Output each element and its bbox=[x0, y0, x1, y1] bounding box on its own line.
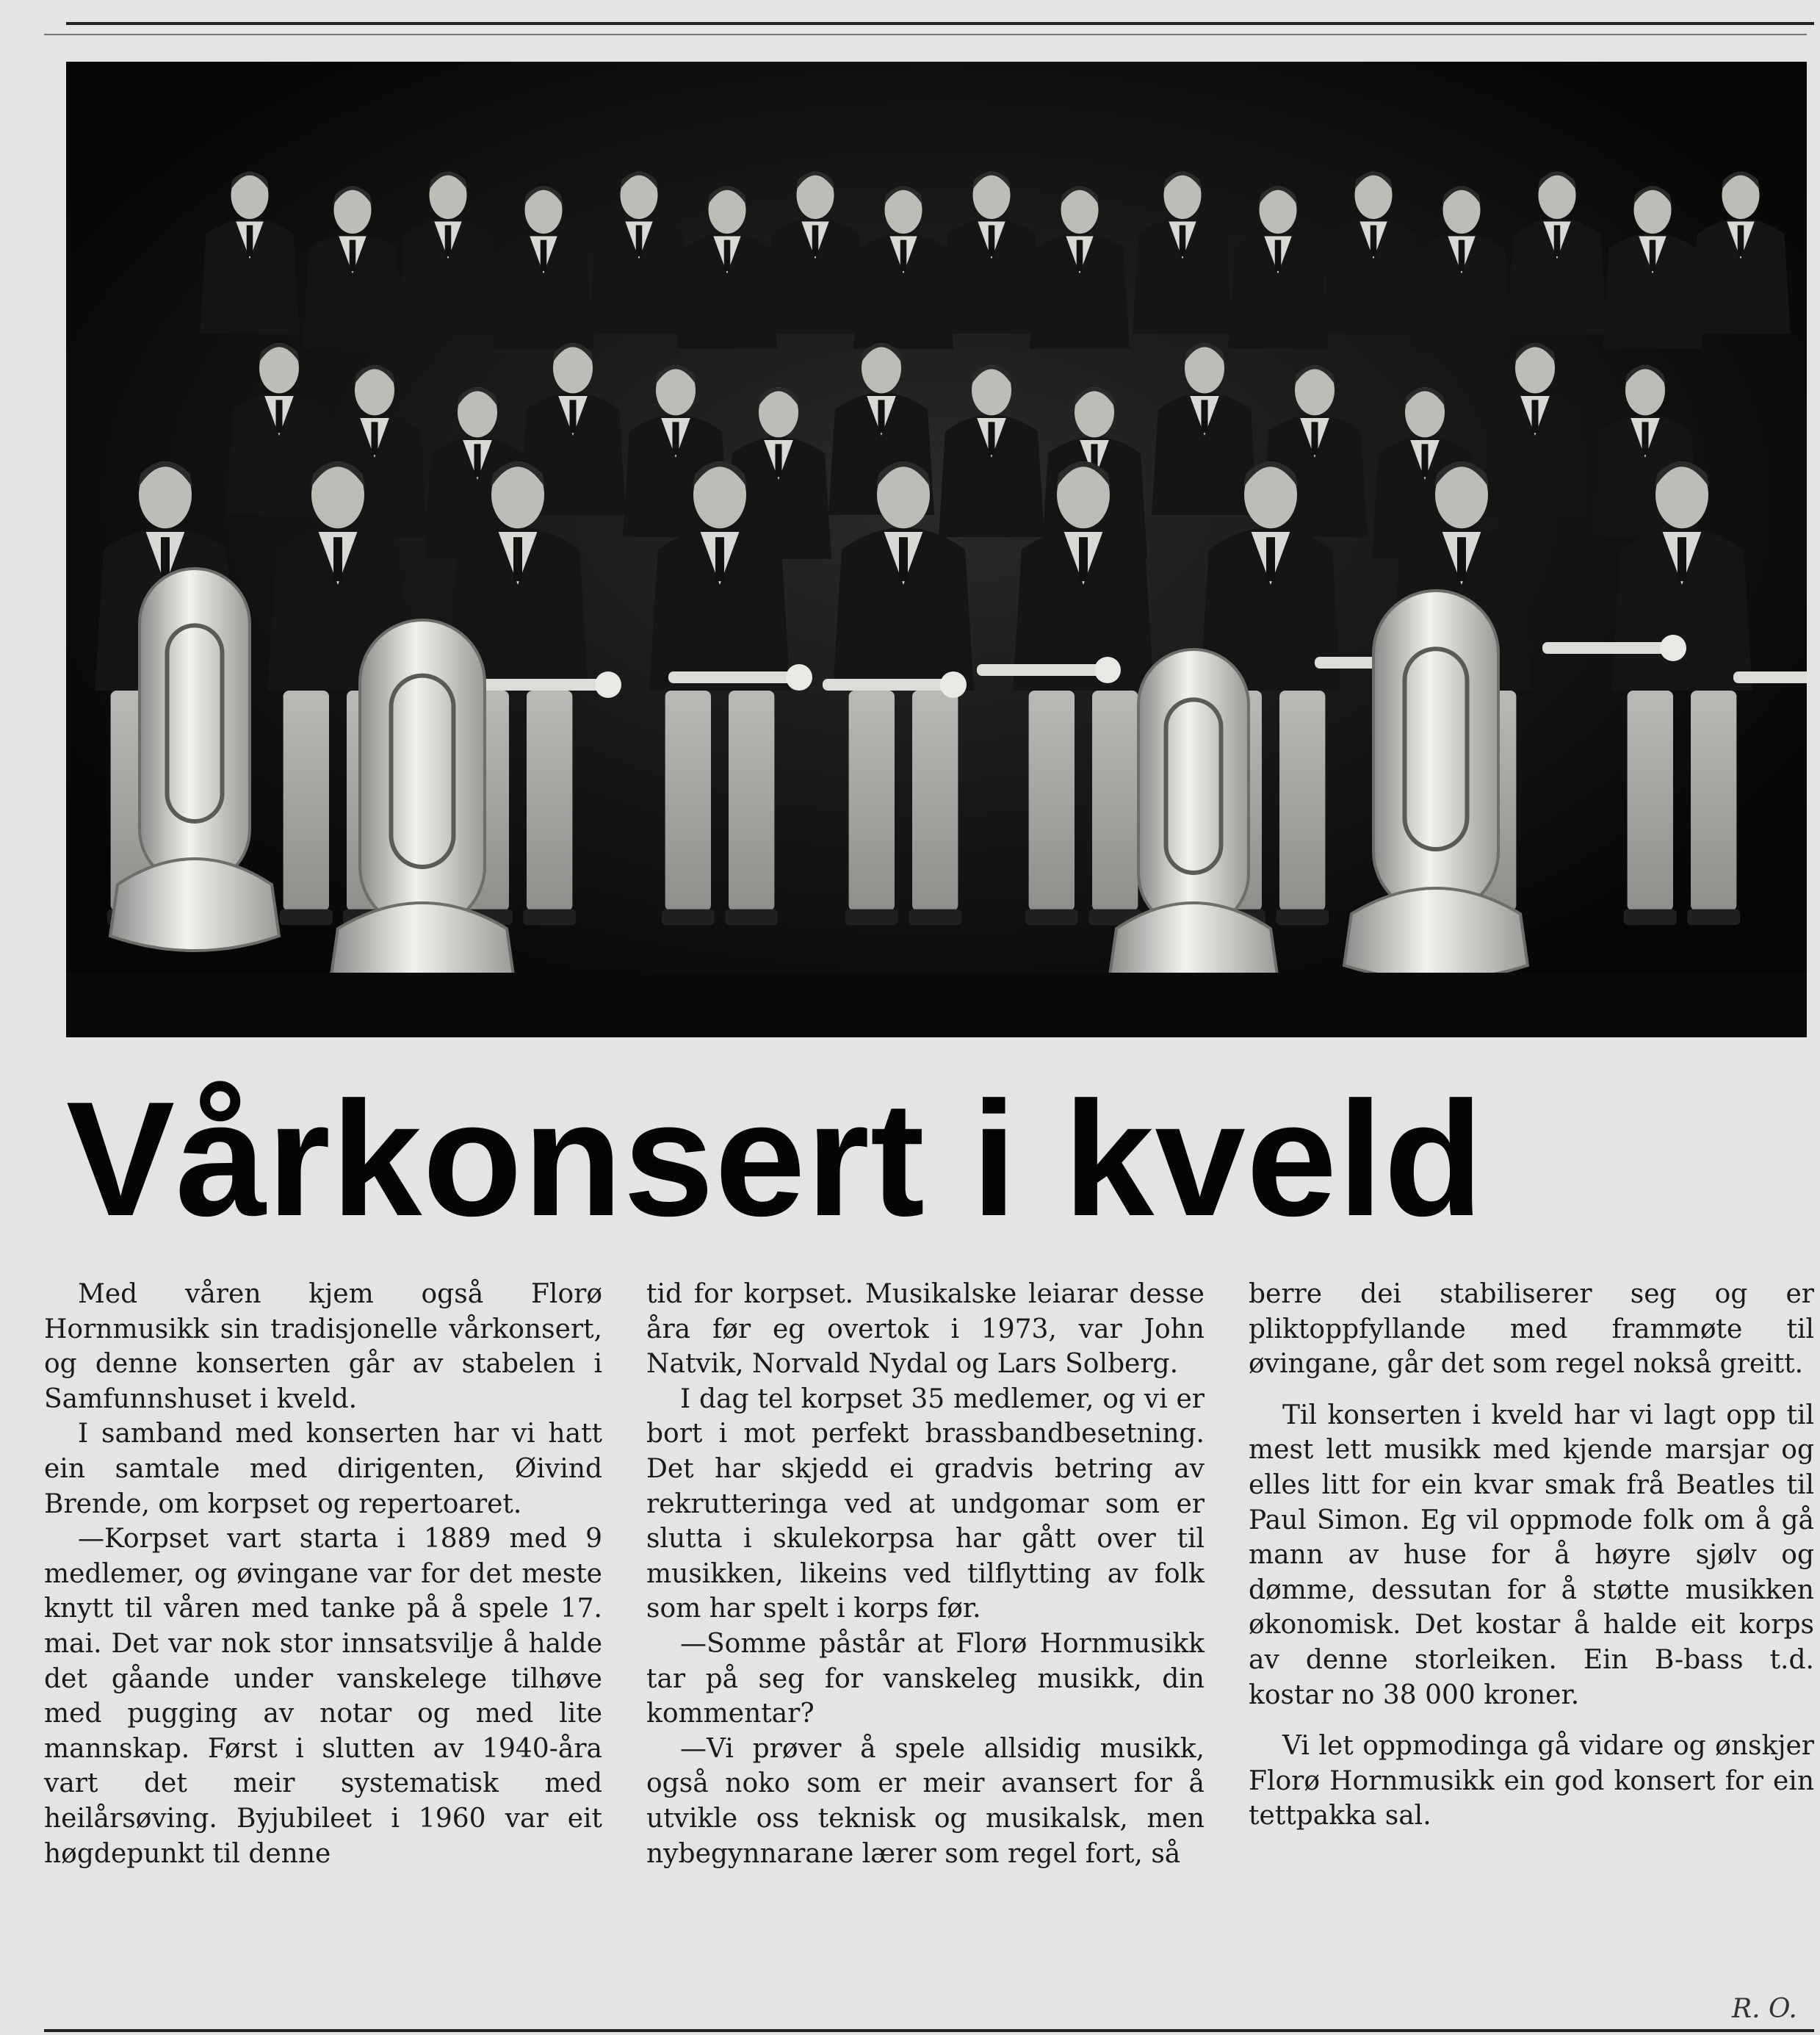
band-photo-illustration bbox=[66, 62, 1807, 1037]
top-rule bbox=[66, 22, 1814, 25]
paragraph: tid for korpset. Musikalske leiarar desse åra før eg overtok i 1973, var John Natvik, Norvald Nydal og Lars Solberg. bbox=[646, 1279, 1205, 1380]
paragraph: berre dei stabiliserer seg og er pliktoppfyllande med frammøte til øvingane, går det som regel nokså greitt. bbox=[1249, 1279, 1814, 1380]
stage-floor bbox=[66, 973, 1807, 1037]
paragraph: —Somme påstår at Florø Hornmusikk tar på seg for vanskeleg musikk, din kommentar? bbox=[646, 1628, 1205, 1729]
cornet bbox=[977, 664, 1102, 676]
paragraph: I samband med konserten har vi hatt ein samtale med dirigenten, Øivind Brende, om korpset og repertoaret. bbox=[44, 1419, 602, 1519]
cornet bbox=[1542, 642, 1667, 654]
cornet bbox=[1733, 671, 1807, 683]
cornet bbox=[668, 671, 793, 683]
paragraph: Vi let oppmodinga gå vidare og ønskjer Florø Hornmusikk ein god konsert for ein tettpakka sal. bbox=[1249, 1731, 1814, 1832]
cornet bbox=[477, 679, 602, 691]
author-signature: R. O. bbox=[1732, 1994, 1797, 2024]
headline: Vårkonsert i kveld bbox=[66, 1068, 1484, 1250]
band-photo bbox=[66, 62, 1807, 1037]
paragraph: —Korpset vart starta i 1889 med 9 medlemer, og øvingane var for det meste knytt til våren med tanke på å spele 17. mai. Det var nok stor innsatsvilje å halde det gåande under vanskelege tilhøve med pugging av notar og med lite mannskap. Først i slutten av 1940-åra vart det meir systematisk med heilårsøving. Byjubileet i 1960 var eit høgdepunkt til denne bbox=[44, 1524, 602, 1869]
bottom-rule bbox=[44, 2029, 1814, 2032]
cornet bbox=[823, 679, 947, 691]
paragraph: —Vi prøver å spele allsidig musikk, også noko som er meir avansert for å utvikle oss teknisk og musikalsk, men nybegynnarane lærer som regel fort, så bbox=[646, 1733, 1205, 1869]
article-column-2 bbox=[646, 1277, 1205, 1871]
paragraph: I dag tel korpset 35 medlemer, og vi er bort i mot perfekt brassbandbesetning. Det har skjedd ei gradvis betring av rekrutteringa ved at undgomar som er slutta i skulekorpsa har gått over til musikken, likeins ved tilflytting av folk som har spelt i korps før. bbox=[646, 1383, 1205, 1624]
paragraph: Til konserten i kveld har vi lagt opp til mest lett musikk med kjende marsjar og elles litt for ein kvar smak frå Beatles til Paul Simon. Eg vil oppmode folk om å gå mann av huse for å høyre sjølv og dømme, dessutan for å støtte musikken økonomisk. Det kostar å halde eit korps av denne storleiken. Ein B-bass t.d. kostar no 38 000 kroner. bbox=[1249, 1400, 1814, 1710]
paragraph: Med våren kjem også Florø Hornmusikk sin tradisjonelle vårkonsert, og denne konserten går av stabelen i Samfunnshuset i kveld. bbox=[44, 1279, 602, 1414]
article-column-1 bbox=[44, 1277, 602, 1871]
article-column-3 bbox=[1249, 1277, 1814, 1834]
top-rule-thin bbox=[44, 34, 1807, 35]
